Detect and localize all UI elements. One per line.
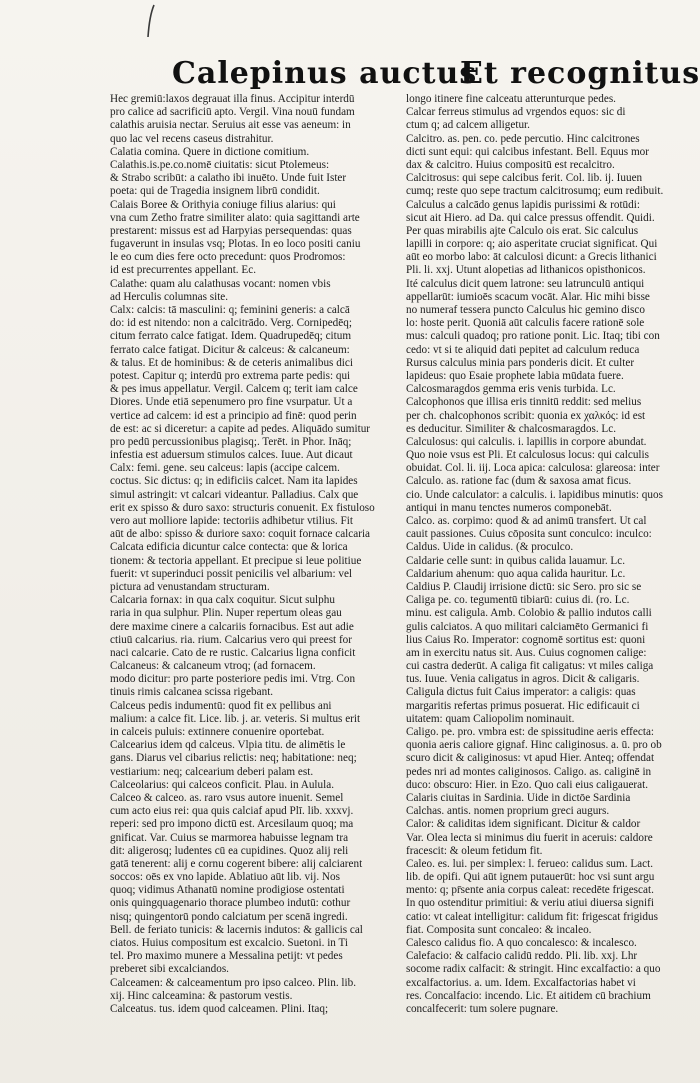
text-line: vertice ad calcem: id est a principio ad finē: quod perin [110,409,357,422]
text-line: Calx: femi. gene. seu calceus: lapis (accipe calcem. [110,462,340,475]
text-line: dit: aligerosq; ludentes cū ea cupidines. Quoz alij reli [110,844,349,857]
text-line: ferrato calce fatigat. Dicitur & calceus: & calcaneum: [110,343,350,356]
text-line: Calcaria fornax: in qua calx coquitur. Sicut sulphu [110,594,335,607]
text-line: appellarūt: iumioēs scacum vocāt. Alar. Hic mihi bisse [406,290,650,303]
text-line: es deducitur. Similiter & chalcosmaragdos. Lc. [406,422,617,435]
text-line: gnificat. Var. Cuius se marmorea habuisse legnam tra [110,831,349,844]
text-line: Hec gremiū:laxos degrauat illa finus. Accipitur interdū [110,93,355,105]
text-line: erit ex spisso & duro saxo: structuris conuenit. Ex fistuloso [110,501,375,514]
text-line: Calculus a calcādo genus lapidis purissimi & rotūdi: [406,198,640,211]
text-line: dax & calcitro. Huius compositū est recalcitro. [406,158,615,171]
text-line: reperi: sed pro impono dictū est. Arcesilaum quoq; ma [110,818,354,831]
text-line: catio: vt caleat intelligitur: calidum fit: frigescat frigidus [406,910,658,923]
text-line: Quo noie vsus est Pli. Et calculosus locus: qui calculis [406,449,649,462]
text-line: Calchas. antis. nomen proprium greci augurs. [406,805,610,818]
text-line: Calesco calidus fio. A quo concalesco: & incalesco. [406,937,637,949]
running-head-left: Calepinus auctus [172,56,478,91]
text-line: tus. Iuue. Venia caligatus in agros. Dicit & caligaris. [406,673,640,686]
text-line: Calceolarius: qui calceos conficit. Plau. in Aulula. [110,778,335,791]
text-line: mento: q; pr̄sente ania corpus caleat: recedēte frigescat. [406,884,654,897]
text-line: infestia est aduersum stimulos calces. Iuue. Aut dicaut [110,449,353,462]
ink-stroke-mark [146,4,156,38]
text-line: no numeraf tessera puncto Calculus hic gemino disco [406,304,645,316]
text-line: Calculosus: qui calculis. i. lapillis in corpore abundat. [406,435,647,448]
running-head-right: Et recognitus [460,56,700,91]
text-line: citum ferrato calce fatigat. Idem. Quadrupedēq; citum [110,330,352,343]
text-line: Calcearius idem qd calceus. Vlpia titu. de alimētis le [110,739,346,752]
text-line: ciatos. Huius compositum est excalcio. Suetoni. in Ti [110,937,349,949]
text-line: per ch. chalcophonos scribit: quonia ex χαλκός: id est [406,409,646,422]
text-line: soccos: oēs ex vno lapide. Ablatiuo aūt lib. vij. Nos [110,871,340,884]
text-line: ctum q; ad calcem alligetur. [406,119,530,132]
text-line: Caldius P. Claudij irrisione dictū: sic Sero. pro sic se [406,580,642,593]
text-line: tinuis rimis calcanea scissa rigebant. [110,686,274,699]
text-line: aūt de albo: spisso & duriore saxo: coquit fornace calcaria [110,528,371,541]
text-line: mus: calculi quadoq; pro ratione ponit. Lic. Itaq; tibi con [406,330,660,343]
text-line: fiat. Composita sunt concaleo: & incaleo. [406,923,592,936]
text-line: Diores. Unde etiā sepenumero pro fine vsurpatur. Ut a [110,396,353,409]
text-line: Calathis.is.pe.co.nomē ciuitatis: sicut Ptolemeus: [110,158,330,171]
text-line: quo lac vel recens caseus distrahitur. [110,132,274,145]
text-line: cedo: vt si te aliquid dati pepitet ad calculum reduca [406,343,640,356]
text-line: lapilli in corpore: q; aio asperitate cruciat significat. Qui [406,238,658,251]
text-line: Bell. de feriato tunicis: & lacernis indutos: & gallicis cal [110,923,363,936]
text-line: tel. Pro maximo munere a Messalina petijt: vt pedes [110,950,343,963]
text-line: Calor: & caliditas idem significant. Dicitur & caldor [406,818,641,831]
text-line: preberet sibi excalciandos. [110,963,229,976]
text-line: & Strabo scribūt: a calatho ibi inuēto. Unde fuit Ister [110,172,347,185]
text-line: Ité calculus dicit quem latrone: seu latrunculū antiqui [406,277,645,290]
text-line: malium: a calce fit. Lice. lib. j. ar. veteris. Si multus erit [110,712,361,725]
text-line: poeta: qui de Tragedia insignem librū condidit. [110,185,320,198]
text-line: lib. de opifi. Qui aūt ignem putauerūt: hoc vsi sunt argu [406,871,655,884]
text-line: duco: obscuro: Hier. in Ezo. Quo cali eius caligauerat. [406,778,649,791]
text-line: prestarent: missus est ad Harpyias persequendas: quas [110,224,352,237]
text-line: do: id est nitendo: non a calcitrādo. Verg. Cornipedēq; [110,317,352,330]
text-line: Calcar ferreus stimulus ad vrgendos equos: sic di [406,106,626,119]
text-line: pro pedū percussionibus plagisq;. Terēt. in Phor. Ināq; [110,435,352,448]
text-line: Var. Olea lecta si minimus diu fuerit in aceruis: caldore [406,831,653,844]
text-line: Caldarie celle sunt: in quibus calida lauamur. Lc. [406,554,626,567]
text-line: obuidat. Col. li. iij. Loca apica: calculosa: glareosa: inter [406,462,660,475]
text-line: antiqui in manu tenctes numeros componebāt. [406,501,612,514]
text-line: res. Concalfacio: incendo. Lic. Et aitidem cū brachium [406,989,651,1002]
text-line: Per quas mirabilis ajte Calculo ois erat. Sic calculus [406,224,639,237]
text-line: Calceatus. tus. idem quod calceamen. Plini. Itaq; [110,1002,329,1015]
text-line: Calceo & calceo. as. raro vsus autore inuenit. Semel [110,791,344,804]
text-line: pro calice ad sacrificiū apto. Vergil. Vina nouū fundam [110,106,355,119]
text-line: Calcata edificia dicuntur calce contecta: que & lorica [110,541,348,554]
text-line: excalfactorius. a. um. Idem. Excalfactorias habet vi [406,976,636,989]
text-line: fracescit: & oleum fetidum fit. [406,844,543,857]
text-line: ctiuū calcarius. ria. rium. Calcarius vero qui preest for [110,633,352,646]
text-line: xij. Hinc calceamina: & pastorum vestis. [110,989,293,1002]
text-line: onis quingquagenario thorace plumbeo indutū: cothur [110,897,351,910]
text-line: minu. est caligula. Amb. Colobio & pallio indutos calli [406,607,652,620]
text-line: gulis calciatos. A quo militari calciamēto Germanici fi [406,620,649,633]
text-line: vestiarium: neq; calcearium deberi palam est. [110,765,314,778]
text-line: simul astringit: vt calcari videantur. Palladius. Calx que [110,488,359,501]
text-line: fuerit: vt superinduci possit penicilis vel albarium: vel [110,567,353,580]
text-line: Calcitrosus: qui sepe calcibus ferit. Col. lib. ij. Iuuen [406,172,643,185]
text-line: in calceis puluis: extinnere conuenire oportebat. [110,726,325,738]
text-line: Caldus. Uide in calidus. (& proculco. [406,541,574,554]
text-column-right [406,93,698,1016]
text-line: lius Caius Ro. Imperator: cognomē sortitus est: quoni [406,633,646,646]
text-line: Calcitro. as. pen. co. pede percutio. Hinc calcitrones [406,132,640,145]
text-line: cui castra dederūt. A caliga fit caligatus: vt miles caliga [406,660,654,673]
text-line: Calais Boree & Orithyia coniuge filius alarius: qui [110,198,336,211]
text-line: Calefacio: & calfacio calidū reddo. Pli. lib. xxj. Lhr [406,950,638,963]
text-line: am in exercitu natus sit. Aus. Cuius cognomen calige: [406,646,647,659]
text-line: tionem: & tectoria appellant. Et precipue si leue politiue [110,554,362,567]
text-line: Pli. li. xxj. Utunt alopetias ad lithanicos opisthonicos. [406,264,646,277]
text-line: Calco. as. corpimo: quod & ad animū transfert. Ut cal [406,515,647,527]
text-line: lo: hoste perit. Quoniā aūt calculis facere rationē sole [406,317,645,330]
text-line: longo itinere fine calceatu atterunturque pedes. [406,93,616,105]
text-line: dere maxime cinere a calcariis fornacibus. Est aut adie [110,620,354,633]
text-line: le eo cum dies fere octo precedunt: quos Prodromos: [110,251,346,264]
text-line: Calculo. as. ratione fac (dum & saxosa amat ficus. [406,475,632,488]
text-line: Caliga pe. co. tegumentū tibiarū: cuius di. (ro. Lc. [406,594,630,607]
text-line: cio. Unde calculator: a calculis. i. lapidibus minutis: quos [406,488,663,501]
text-line: pictura ad venustandam structuram. [110,580,270,593]
text-line: dicti sunt equi: qui calcibus infestant. Bell. Equus mor [406,145,649,158]
text-line: In quo ostenditur primitiui: & veriu atiui diuersa signifi [406,897,654,910]
text-line: cumq; reste quo sepe tractum calcitrosumq; eum redibuit. [406,185,664,198]
text-line: uitatem: quam Caliopolim nominauit. [406,712,575,725]
text-line: Caligo. pe. pro. vmbra est: de spissitudine aeris effecta: [406,726,655,738]
text-line: Calcosmaragdos gemma eris venis turbida. Lc. [406,383,616,396]
text-line: aūt eo morbo labo: āt calculosi dicunt: a Grecis lithanici [406,251,657,264]
text-line: gans. Diarus vel cibarius relictis: neq; habitatione: neq; [110,752,357,765]
text-line: sicut ait Hiero. ad Da. qui calce pressus offendit. Quidi. [406,211,655,224]
text-line: Calx: calcis: tā masculini: q; feminini generis: a calcā [110,304,350,316]
text-line: & pes imus appellatur. Vergil. Calcem q; terit iam calce [110,383,358,396]
text-line: Caleo. es. lui. per simplex: l. ferueo: calidus sum. Lact. [406,857,653,870]
text-line: cauit passiones. Cuius cōposita sunt conculco: inculco: [406,528,652,541]
text-line: scuro dicit & caliginosus: vt apud Hier. Anteq; offendat [406,752,655,765]
text-line: fugaverunt in insulas vsq; Plotas. In eo loco positi caniu [110,238,361,251]
text-line: Calaris ciuitas in Sardinia. Uide in dictōe Sardinia [406,791,631,804]
text-line: Rursus calculus minia pars ponderis dicit. Et culter [406,356,635,369]
text-line: de est: ac si diceretur: a capite ad pedes. Aliquādo sumitur [110,422,371,435]
text-line: nisq; quingentorū pondo calciatum per scenā ingredi. [110,910,348,923]
text-line: lapideus: quo Esaie prophete labia mūdata fuere. [406,369,624,382]
text-line: quonia aeris caliore gignaf. Hinc caliginosus. a. ū. pro ob [406,739,662,752]
text-column-left [110,93,398,1016]
text-line: vero aut molliore lapide: tectoriis adhibetur vtilius. Fit [110,515,353,527]
text-line: potest. Capitur q; interdū pro extrema parte pedis: qui [110,369,351,382]
text-line: socome radix calfacit: & stringit. Hinc excalfactio: a quo [406,963,661,976]
text-line: margaritis refertas primus posuerat. Hic edificauit ci [406,699,640,712]
text-line: raria in qua sulphur. Plin. Nuper repertum oleas gau [110,607,342,620]
text-line: quoq; vidimus Athanatū nomine prodigiose ostentati [110,884,345,897]
text-line: ad Herculis columnas site. [110,290,229,303]
text-line: Calceamen: & calceamentum pro ipso calceo. Plin. lib. [110,976,357,989]
text-line: coctus. Sic dictus: q; in edificiis calcet. Nam ita lapides [110,475,358,488]
text-line: Calathe: quam alu calathusas vocant: nomen vbis [110,277,331,290]
text-line: Calcaneus: & calcaneum vtroq; (ad fornacem. [110,660,316,673]
text-line: vna cum Zetho fratre similiter alato: quia sagittandi arte [110,211,360,224]
text-line: Calcophonos que illisa eris tinnitū reddit: sed melius [406,396,642,409]
text-line: concalfecerit: tum solere pugnare. [406,1002,559,1015]
text-line: pedes nri ad montes caliginosos. Caligo. as. caliginē in [406,765,652,778]
text-line: Caldarium ahenum: quo aqua calida hauritur. Lc. [406,567,626,580]
text-line: Calceus pedis indumentū: quod fit ex pellibus ani [110,699,332,712]
text-line: cum acto eius rei: qua quis calciaf apud Plī. lib. xxxvj. [110,805,354,818]
text-line: gatā tenerent: alij e cornu cogerent bibere: alij calciarent [110,857,363,870]
text-line: id est precurrentes appellant. Ec. [110,264,256,277]
text-line: Calatia comina. Quere in dictione comitium. [110,145,310,158]
text-line: Caligula dictus fuit Caius imperator: a caligis: quas [406,686,636,699]
text-line: calathis aruisia nectar. Seruius ait esse vas aeneum: in [110,119,351,132]
text-line: naci calcarie. Cato de re rustic. Calcarius ligna conficit [110,646,356,659]
text-line: modo dicitur: pro parte posteriore pedis imi. Vtrg. Con [110,673,356,686]
text-line: & talus. Et de hominibus: & de ceteris animalibus dici [110,356,353,369]
